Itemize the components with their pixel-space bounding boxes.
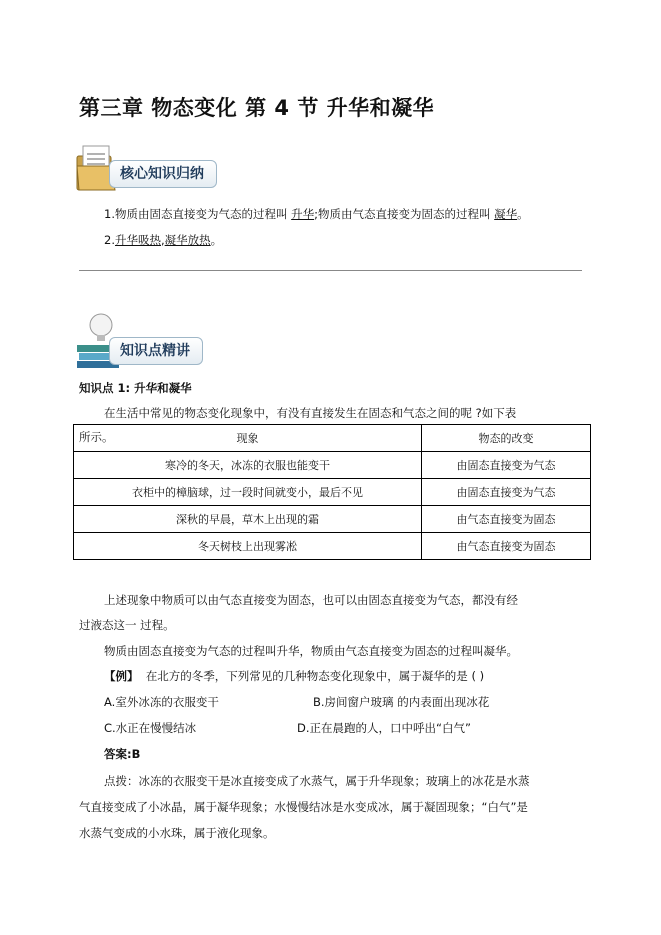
intro-line-1: 在生活中常见的物态变化现象中，有没有直接发生在固态和气态之间的呢 ?如下表 (104, 406, 517, 420)
table-cell: 由气态直接变为固态 (422, 506, 591, 533)
core-knowledge-label: 核心知识归纳 (109, 160, 217, 188)
tip-line-3: 水蒸气变成的小水珠，属于液化现象。 (79, 826, 275, 840)
table-header: 物态的改变 (422, 425, 591, 452)
blank-answer: 凝华放热 (164, 233, 211, 247)
core-item-2: 2.升华吸热,凝华放热。 (104, 233, 223, 247)
table-cell: 由固态直接变为气态 (422, 452, 591, 479)
phenomena-table (73, 424, 591, 560)
intro-line-2: 所示。 (79, 430, 114, 444)
after-line-1: 上述现象中物质可以由气态直接变为固态，也可以由固态直接变为气态，都没有经 (104, 593, 518, 607)
table-row (74, 479, 591, 506)
option-d: D.正在晨跑的人，口中呼出“白气” (297, 721, 471, 735)
table-cell: 深秋的早晨，草木上出现的霜 (74, 506, 422, 533)
blank-answer: 升华 (291, 207, 315, 221)
blank-answer: 凝华 (494, 207, 518, 221)
table-row (74, 452, 591, 479)
knowledge-point-banner (75, 327, 245, 371)
table-cell: 由固态直接变为气态 (422, 479, 591, 506)
option-b: B.房间窗户玻璃 的内表面出现冰花 (313, 695, 490, 709)
tip-line-1: 点拨：冰冻的衣服变干是冰直接变成了水蒸气，属于升华现象；玻璃上的冰花是水蒸 (104, 774, 530, 788)
option-a: A.室外冰冻的衣服变干 (104, 695, 219, 709)
table-row (74, 506, 591, 533)
blank-answer: 升华吸热 (114, 233, 161, 247)
option-c: C.水正在慢慢结冰 (104, 721, 197, 735)
point-title: 知识点 1: 升华和凝华 (79, 381, 192, 395)
table-row (74, 533, 591, 560)
table-header-row (74, 425, 591, 452)
page-title: 第三章 物态变化 第 4 节 升华和凝华 (79, 96, 435, 120)
core-knowledge-banner (75, 150, 255, 194)
answer-text: 答案:B (104, 747, 141, 761)
table-cell: 由气态直接变为固态 (422, 533, 591, 560)
after-line-2: 过液态这一 过程。 (79, 618, 175, 632)
table-header: 现象 (74, 425, 422, 452)
knowledge-point-label: 知识点精讲 (109, 337, 203, 365)
table-cell: 衣柜中的樟脑球，过一段时间就变小，最后不见 (74, 479, 422, 506)
example-label: 【例】 (104, 669, 139, 683)
table-cell: 冬天树枝上出现雾凇 (74, 533, 422, 560)
definition-text: 物质由固态直接变为气态的过程叫升华，物质由气态直接变为固态的过程叫凝华。 (104, 644, 518, 658)
example-question: 【例】 在北方的冬季，下列常见的几种物态变化现象中，属于凝华的是 ( ) (104, 669, 485, 683)
tip-line-2: 气直接变成了小冰晶，属于凝华现象；水慢慢结冰是水变成冰，属于凝固现象；“白气”是 (79, 800, 528, 814)
table-cell: 寒冷的冬天，冰冻的衣服也能变干 (74, 452, 422, 479)
section-divider (79, 270, 582, 271)
core-item-1: 1.物质由固态直接变为气态的过程叫 升华;物质由气态直接变为固态的过程叫 凝华。 (104, 207, 529, 221)
